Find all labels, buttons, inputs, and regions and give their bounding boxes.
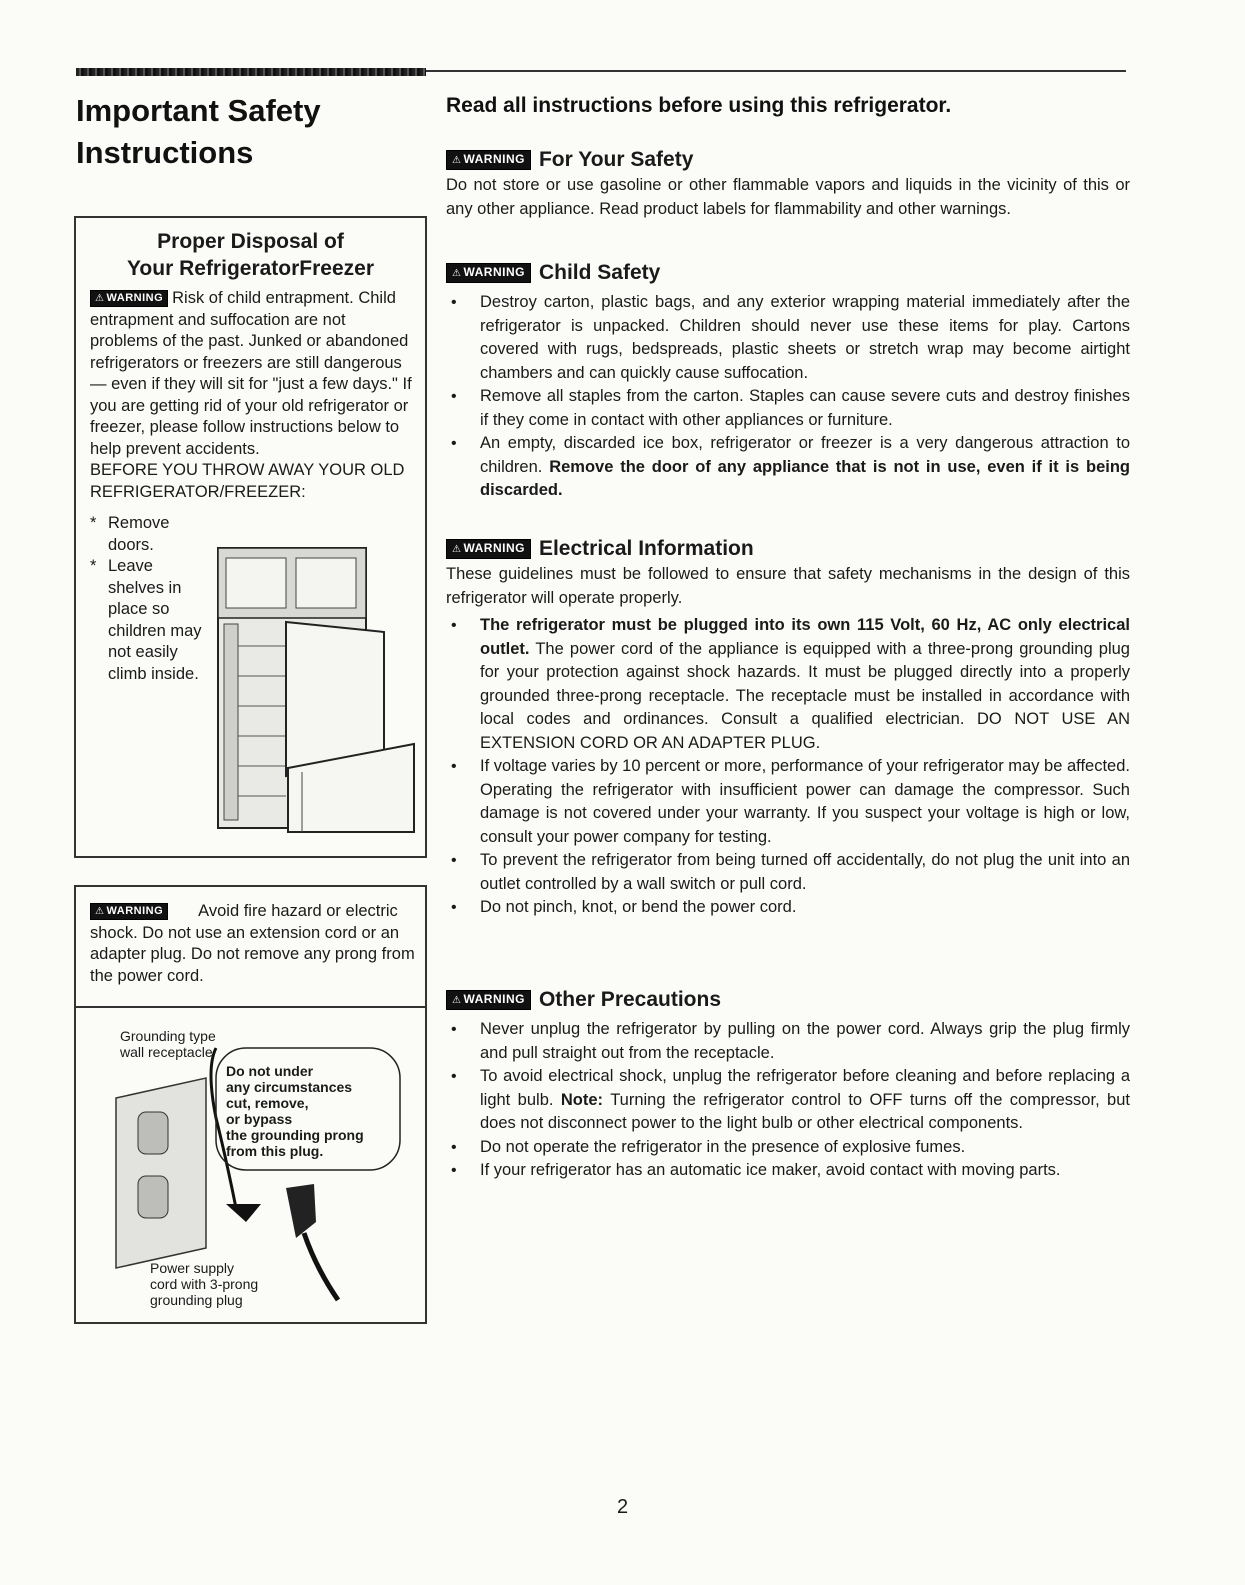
list-item: • Remove all staples from the carton. Staples can cause severe cuts and destroy finishes if they come in contact with other appliances or furniture.	[446, 385, 1130, 432]
warning-badge-label: WARNING	[463, 992, 525, 1006]
warning-badge	[446, 263, 531, 283]
receptacle-label-line-1: Grounding type	[120, 1028, 216, 1044]
disposal-before: BEFORE YOU THROW AWAY YOUR OLD REFRIGERATOR/FREEZER:	[90, 461, 405, 501]
cord-label-line-2: cord with 3-prong	[150, 1276, 259, 1292]
receptacle-label-line-2: wall receptacle	[120, 1044, 213, 1060]
child-safety-heading: Child Safety	[538, 261, 661, 284]
plug-callout-line-1: Do not under	[226, 1063, 314, 1079]
intro-heading: Read all instructions before using this refrigerator.	[446, 94, 952, 117]
cord-label	[150, 1260, 258, 1308]
warning-badge-label: WARNING	[463, 541, 525, 555]
plug-callout	[226, 1063, 364, 1159]
warning-triangle-icon: ⚠	[452, 995, 462, 1006]
title-line-1: Important Safety	[76, 93, 321, 128]
title-line-2: Instructions	[76, 135, 254, 170]
warning-badge-label: WARNING	[106, 905, 164, 917]
list-item: • If voltage varies by 10 percent or more, performance of your refrigerator may be affected. Operating the refrigerator with insufficient power can damage the compressor. Such damage is not covered under your warranty. If you suspect your voltage is high or low, consult your power company for testing.	[446, 755, 1130, 849]
electrical-heading: Electrical Information	[538, 537, 754, 560]
plug-callout-line-6: from this plug.	[226, 1143, 324, 1159]
warning-badge	[446, 539, 531, 559]
child-safety-b3-text: An empty, discarded ice box, refrigerator or freezer is a very dangerous attraction to children.	[480, 434, 1130, 476]
section-for-your-safety	[446, 146, 1130, 221]
section-heading	[446, 535, 1130, 563]
plug-callout-line-2: any circumstances	[226, 1079, 353, 1095]
disposal-title-line-1: Proper Disposal of	[157, 230, 344, 253]
list-item: * Leave shelves in place so children may not easily climb inside.	[90, 556, 210, 685]
other-b2-text-b: Turning the refrigerator control to OFF turns off the compressor, but does not disconnect power to the light bulb or other electrical components.	[480, 1090, 1130, 1132]
disposal-box	[74, 216, 427, 858]
disposal-title	[76, 218, 425, 282]
section-heading	[446, 259, 1130, 287]
list-item	[446, 432, 1130, 503]
warning-badge-label: WARNING	[106, 292, 164, 304]
other-b2-text-a: To avoid electrical shock, unplug the refrigerator before cleaning and before replacing a light bulb.	[480, 1067, 1130, 1109]
other-heading: Other Precautions	[538, 988, 722, 1011]
electrical-list	[446, 614, 1130, 920]
section-electrical-information	[446, 535, 1130, 920]
cord-label-line-3: grounding plug	[150, 1292, 243, 1308]
warning-triangle-icon: ⚠	[452, 155, 462, 166]
disposal-steps	[90, 513, 210, 685]
for-safety-body: Do not store or use gasoline or other flammable vapors and liquids in the vicinity of this or any other appliance. Read product labels for flammability and other warnings.	[446, 176, 1130, 218]
other-b2-note: Note:	[560, 1090, 604, 1109]
disposal-title-line-2: Your RefrigeratorFreezer	[126, 257, 375, 280]
plug-callout-line-4: or bypass	[226, 1111, 293, 1127]
electrical-b1-emphasis: The refrigerator must be plugged into its own 115 Volt, 60 Hz, AC only electrical outlet.	[480, 616, 1130, 658]
warning-triangle-icon: ⚠	[452, 544, 462, 555]
disposal-warning-lead: Risk of child entrapment.	[172, 289, 354, 307]
list-item: * Remove doors.	[90, 513, 210, 556]
list-item: • Destroy carton, plastic bags, and any exterior wrapping material immediately after the refrigerator is unpacked. Children should never use these items for play. Cartons covered with rugs, bedspreads, plastic sheets or stretch wrap may become airtight chambers and can quickly cause suffocation.	[446, 291, 1130, 385]
list-item	[446, 614, 1130, 755]
warning-badge	[90, 290, 168, 307]
header-rule	[426, 70, 1126, 72]
section-heading	[446, 146, 1130, 174]
child-safety-b3-emphasis: Remove the door of any appliance that is not in use, even if it is being discarded.	[480, 457, 1130, 499]
electrical-b1-text: The power cord of the appliance is equipped with a three-prong grounding plug for your protection against shock hazards. It must be plugged directly into a properly grounded three-prong receptacle. The receptacle must be installed in accordance with local codes and ordinances. Consult a qualified electrician. DO NOT USE AN EXTENSION CORD OR AN ADAPTER PLUG.	[480, 639, 1130, 752]
disposal-warning	[76, 288, 425, 460]
fire-warning-lead: Avoid fire hazard or	[198, 902, 341, 920]
cord-label-line-1: Power supply	[150, 1260, 235, 1276]
disposal-body: Child entrapment and suffocation are not problems of the past. Junked or abandoned refrigerators or freezers are still dangerous — even if they will sit for "just a few days." If you are getting rid of your old refrigerator or freezer, please follow instructions below to help prevent accidents.	[90, 289, 412, 458]
list-item: • If your refrigerator has an automatic ice maker, avoid contact with moving parts.	[446, 1159, 1130, 1183]
warning-badge-label: WARNING	[463, 152, 525, 166]
list-item: • Do not pinch, knot, or bend the power cord.	[446, 896, 1130, 920]
other-list	[446, 1018, 1130, 1183]
fire-warning-box	[74, 885, 427, 1008]
plug-illustration-box	[74, 1006, 427, 1324]
warning-triangle-icon: ⚠	[95, 293, 105, 304]
electrical-intro: These guidelines must be followed to ensure that safety mechanisms in the design of this refrigerator will operate properly.	[446, 565, 1130, 607]
warning-badge	[446, 150, 531, 170]
plug-callout-line-3: cut, remove,	[226, 1095, 309, 1111]
page-title	[76, 90, 436, 174]
section-heading	[446, 986, 1130, 1014]
section-other-precautions	[446, 986, 1130, 1183]
warning-triangle-icon: ⚠	[452, 268, 462, 279]
list-item: • Do not operate the refrigerator in the presence of explosive fumes.	[446, 1136, 1130, 1160]
fire-warning-text	[76, 887, 425, 987]
warning-badge	[446, 990, 531, 1010]
child-safety-list	[446, 291, 1130, 503]
fire-warning-body: electric shock. Do not use an extension cord or an adapter plug. Do not remove any prong from the power cord.	[90, 902, 415, 985]
warning-triangle-icon: ⚠	[95, 906, 105, 917]
list-item: • Never unplug the refrigerator by pulling on the power cord. Always grip the plug firmly and pull straight out from the receptacle.	[446, 1018, 1130, 1065]
plug-callout-line-5: the grounding prong	[226, 1127, 364, 1143]
warning-badge-label: WARNING	[463, 265, 525, 279]
list-item: • To prevent the refrigerator from being turned off accidentally, do not plug the unit into an outlet controlled by a wall switch or pull cord.	[446, 849, 1130, 896]
for-safety-heading: For Your Safety	[538, 148, 694, 171]
section-child-safety	[446, 259, 1130, 503]
refrigerator-doors-removed-illustration	[216, 546, 416, 836]
page-number: 2	[616, 1496, 629, 1518]
header-rule-dark	[76, 68, 426, 76]
warning-badge	[90, 903, 168, 920]
list-item	[446, 1065, 1130, 1136]
